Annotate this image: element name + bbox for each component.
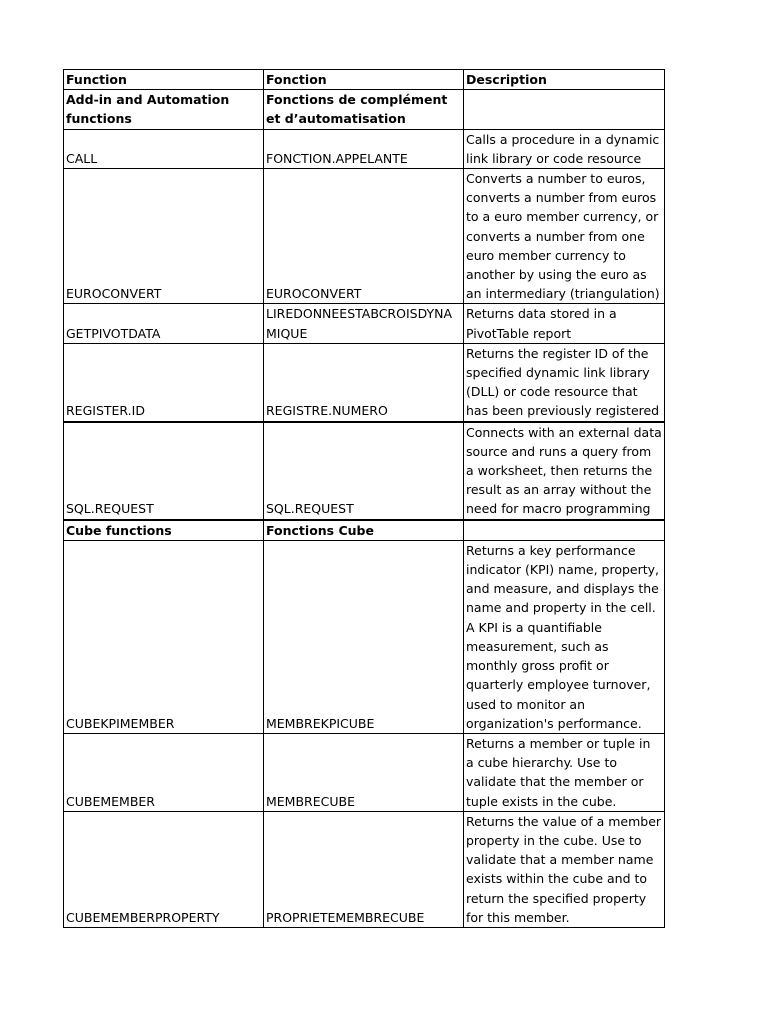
section-desc-empty xyxy=(464,90,665,129)
section-title-fr: Fonctions Cube xyxy=(264,520,464,541)
function-description: Returns data stored in a PivotTable report xyxy=(464,304,665,343)
table-row xyxy=(64,422,665,520)
function-description: Returns a key performance indicator (KPI) name, property, and measure, and displays the name and property in the cell. A KPI is a quantifiable measurement, such as monthly gross profit or quarterly employee turnover, used to monitor an organization's performance. xyxy=(464,540,665,733)
section-title-en: Cube functions xyxy=(64,520,264,541)
function-name-fr: EUROCONVERT xyxy=(264,169,464,304)
function-name-en: GETPIVOTDATA xyxy=(64,304,264,343)
function-name-en: CUBEKPIMEMBER xyxy=(64,540,264,733)
function-name-en: REGISTER.ID xyxy=(64,343,264,421)
table-row xyxy=(64,304,665,343)
table-row xyxy=(64,811,665,927)
function-name-fr: PROPRIETEMEMBRECUBE xyxy=(264,811,464,927)
function-description: Returns the register ID of the specified dynamic link library (DLL) or code resource that has been previously registered xyxy=(464,343,665,421)
function-name-en: EUROCONVERT xyxy=(64,169,264,304)
function-name-fr: SQL.REQUEST xyxy=(264,422,464,520)
table-row xyxy=(64,169,665,304)
function-description: Returns a member or tuple in a cube hierarchy. Use to validate that the member or tuple exists in the cube. xyxy=(464,733,665,811)
function-description: Returns the value of a member property in the cube. Use to validate that a member name exists within the cube and to return the specified property for this member. xyxy=(464,811,665,927)
header-fonction: Fonction xyxy=(264,70,464,90)
section-row-cube xyxy=(64,520,665,541)
section-desc-empty xyxy=(464,520,665,541)
function-name-fr: LIREDONNEESTABCROISDYNAMIQUE xyxy=(264,304,464,343)
function-description: Connects with an external data source and runs a query from a worksheet, then returns the result as an array without the need for macro programming xyxy=(464,422,665,520)
section-title-en: Add-in and Automation functions xyxy=(64,90,264,129)
table-row xyxy=(64,343,665,421)
function-name-fr: REGISTRE.NUMERO xyxy=(264,343,464,421)
section-title-fr: Fonctions de complément et d’automatisation xyxy=(264,90,464,129)
function-table xyxy=(63,69,665,928)
function-description: Calls a procedure in a dynamic link library or code resource xyxy=(464,129,665,168)
table-row xyxy=(64,540,665,733)
function-name-fr: FONCTION.APPELANTE xyxy=(264,129,464,168)
function-name-fr: MEMBREKPICUBE xyxy=(264,540,464,733)
function-name-en: CUBEMEMBERPROPERTY xyxy=(64,811,264,927)
function-name-en: CALL xyxy=(64,129,264,168)
header-description: Description xyxy=(464,70,665,90)
function-name-en: CUBEMEMBER xyxy=(64,733,264,811)
function-table-sheet xyxy=(63,69,665,928)
table-row xyxy=(64,129,665,168)
function-name-en: SQL.REQUEST xyxy=(64,422,264,520)
section-row-addin xyxy=(64,90,665,129)
table-row xyxy=(64,733,665,811)
header-function: Function xyxy=(64,70,264,90)
function-description: Converts a number to euros, converts a number from euros to a euro member currency, or converts a number from one euro member currency to another by using the euro as an intermediary (triangulation) xyxy=(464,169,665,304)
function-name-fr: MEMBRECUBE xyxy=(264,733,464,811)
table-header-row xyxy=(64,70,665,90)
